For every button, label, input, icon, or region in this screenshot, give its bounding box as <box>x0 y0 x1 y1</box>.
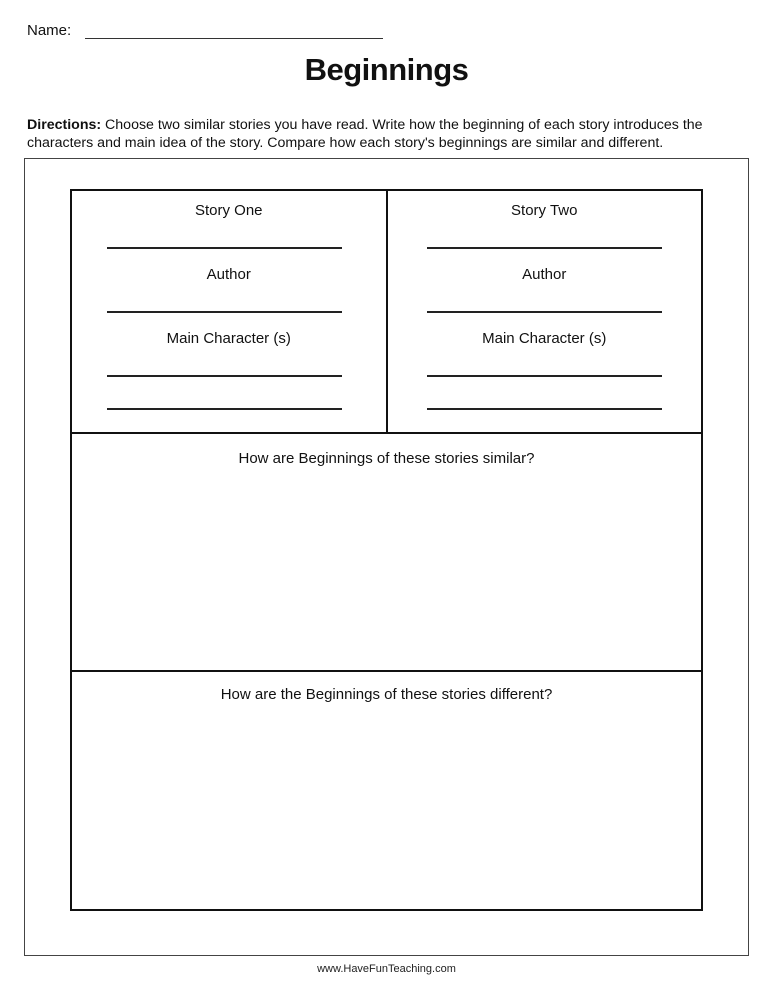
worksheet-grid <box>70 189 703 911</box>
story-two-author-line[interactable] <box>427 311 662 313</box>
story-one-title-line[interactable] <box>107 247 342 249</box>
story-two-character-line-2[interactable] <box>427 408 662 410</box>
similar-question: How are Beginnings of these stories similar? <box>238 450 535 467</box>
story-one-author-line[interactable] <box>107 311 342 313</box>
story-two-heading: Story Two <box>511 202 578 219</box>
footer-website: www.HaveFunTeaching.com <box>317 963 456 975</box>
name-label: Name: <box>27 22 72 39</box>
page-title: Beginnings <box>304 52 469 87</box>
story-one-character-label: Main Character (s) <box>166 330 291 347</box>
story-info-row <box>72 191 701 434</box>
similar-answer-box[interactable] <box>72 434 701 672</box>
directions <box>27 116 749 152</box>
story-one-heading: Story One <box>194 202 263 219</box>
story-two-character-line-1[interactable] <box>427 375 662 377</box>
story-two-column <box>388 191 702 432</box>
story-one-author-label: Author <box>206 266 251 283</box>
directions-label: Directions: <box>27 117 102 133</box>
story-one-column <box>72 191 388 432</box>
story-two-character-label: Main Character (s) <box>482 330 607 347</box>
name-field <box>27 22 383 39</box>
different-question: How are the Beginnings of these stories different? <box>220 686 553 703</box>
different-answer-box[interactable] <box>72 672 701 909</box>
name-input-line[interactable] <box>85 24 383 39</box>
story-one-character-line-1[interactable] <box>107 375 342 377</box>
story-two-author-label: Author <box>522 266 567 283</box>
story-one-character-line-2[interactable] <box>107 408 342 410</box>
directions-text: Choose two similar stories you have read. Write how the beginning of each story introduces the characters and main idea of the story. Compare how each story's beginnings are similar and different. <box>27 117 703 151</box>
story-two-title-line[interactable] <box>427 247 662 249</box>
